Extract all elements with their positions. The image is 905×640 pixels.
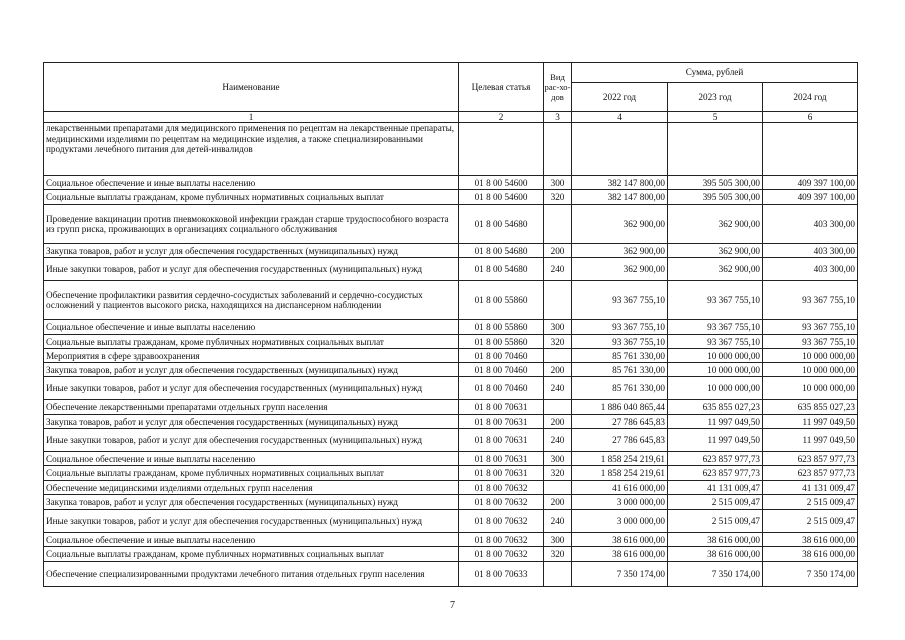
row-sum-2023: 395 505 300,00 bbox=[668, 190, 763, 205]
table-row bbox=[44, 533, 858, 547]
column-number: 4 bbox=[572, 112, 668, 123]
row-sum-2024: 10 000 000,00 bbox=[763, 363, 858, 377]
row-expense-type: 240 bbox=[544, 510, 572, 533]
row-expense-type bbox=[544, 123, 572, 176]
row-sum-2022: 3 000 000,00 bbox=[572, 510, 668, 533]
table-row bbox=[44, 281, 858, 320]
row-sum-2022: 85 761 330,00 bbox=[572, 377, 668, 400]
row-sum-2022: 41 616 000,00 bbox=[572, 481, 668, 495]
row-sum-2024: 635 855 027,23 bbox=[763, 400, 858, 415]
row-name: Обеспечение лекарственными препаратами отдельных групп населения bbox=[44, 400, 459, 415]
row-sum-2024: 403 300,00 bbox=[763, 258, 858, 281]
row-target-code: 01 8 00 70631 bbox=[459, 415, 544, 429]
row-sum-2022: 93 367 755,10 bbox=[572, 320, 668, 335]
row-expense-type: 200 bbox=[544, 244, 572, 258]
row-target-code: 01 8 00 55860 bbox=[459, 320, 544, 335]
row-expense-type: 300 bbox=[544, 176, 572, 190]
row-expense-type: 240 bbox=[544, 377, 572, 400]
row-expense-type bbox=[544, 205, 572, 244]
row-name: Иные закупки товаров, работ и услуг для обеспечения государственных (муниципальных) нужд bbox=[44, 429, 459, 452]
row-sum-2023: 41 131 009,47 bbox=[668, 481, 763, 495]
row-name: лекарственными препаратами для медицинского применения по рецептам на лекарственные препараты, медицинскими изделиями по рецептам на медицинские изделия, а также специализированными продуктами лечебного питания для детей-инвалидов bbox=[44, 123, 459, 176]
row-target-code: 01 8 00 70632 bbox=[459, 495, 544, 510]
header-target: Целевая статья bbox=[459, 63, 544, 112]
row-target-code: 01 8 00 54600 bbox=[459, 190, 544, 205]
row-name: Закупка товаров, работ и услуг для обеспечения государственных (муниципальных) нужд bbox=[44, 415, 459, 429]
row-expense-type: 300 bbox=[544, 452, 572, 466]
row-target-code: 01 8 00 70632 bbox=[459, 481, 544, 495]
row-expense-type: 300 bbox=[544, 533, 572, 547]
header-vr: Вид рас-хо-дов bbox=[544, 63, 572, 112]
row-target-code: 01 8 00 70631 bbox=[459, 466, 544, 481]
row-name: Социальное обеспечение и иные выплаты населению bbox=[44, 176, 459, 190]
row-name: Социальные выплаты гражданам, кроме публичных нормативных социальных выплат bbox=[44, 190, 459, 205]
table-row bbox=[44, 349, 858, 363]
row-sum-2022: 362 900,00 bbox=[572, 258, 668, 281]
row-sum-2024: 2 515 009,47 bbox=[763, 495, 858, 510]
row-expense-type: 200 bbox=[544, 495, 572, 510]
row-expense-type: 200 bbox=[544, 415, 572, 429]
budget-table bbox=[43, 62, 858, 587]
row-target-code: 01 8 00 70460 bbox=[459, 349, 544, 363]
row-name: Социальное обеспечение и иные выплаты населению bbox=[44, 452, 459, 466]
row-name: Обеспечение профилактики развития сердечно-сосудистых заболеваний и сердечно-сосудистых осложнений у пациентов высокого риска, находящихся на диспансерном наблюдении bbox=[44, 281, 459, 320]
table-row bbox=[44, 363, 858, 377]
row-sum-2024: 409 397 100,00 bbox=[763, 190, 858, 205]
row-name: Иные закупки товаров, работ и услуг для обеспечения государственных (муниципальных) нужд bbox=[44, 377, 459, 400]
row-sum-2022: 93 367 755,10 bbox=[572, 281, 668, 320]
row-name: Социальное обеспечение и иные выплаты населению bbox=[44, 320, 459, 335]
row-name: Социальные выплаты гражданам, кроме публичных нормативных социальных выплат bbox=[44, 547, 459, 562]
table-row bbox=[44, 466, 858, 481]
row-target-code: 01 8 00 55860 bbox=[459, 335, 544, 349]
table-row bbox=[44, 123, 858, 176]
row-sum-2023: 10 000 000,00 bbox=[668, 349, 763, 363]
row-expense-type bbox=[544, 349, 572, 363]
row-target-code: 01 8 00 54680 bbox=[459, 244, 544, 258]
column-number: 2 bbox=[459, 112, 544, 123]
row-sum-2023: 2 515 009,47 bbox=[668, 510, 763, 533]
column-number-row bbox=[44, 112, 858, 123]
row-sum-2024: 409 397 100,00 bbox=[763, 176, 858, 190]
row-sum-2023: 93 367 755,10 bbox=[668, 335, 763, 349]
header-sum: Сумма, рублей bbox=[572, 63, 858, 83]
row-name: Иные закупки товаров, работ и услуг для обеспечения государственных (муниципальных) нужд bbox=[44, 258, 459, 281]
row-sum-2024: 38 616 000,00 bbox=[763, 533, 858, 547]
row-expense-type: 320 bbox=[544, 335, 572, 349]
row-target-code: 01 8 00 70460 bbox=[459, 363, 544, 377]
row-sum-2022: 7 350 174,00 bbox=[572, 562, 668, 587]
table-row bbox=[44, 481, 858, 495]
row-sum-2024: 11 997 049,50 bbox=[763, 415, 858, 429]
row-sum-2023: 11 997 049,50 bbox=[668, 429, 763, 452]
table-row bbox=[44, 320, 858, 335]
table-row bbox=[44, 258, 858, 281]
row-expense-type: 320 bbox=[544, 547, 572, 562]
table-row bbox=[44, 510, 858, 533]
row-sum-2022: 27 786 645,83 bbox=[572, 429, 668, 452]
row-sum-2023: 2 515 009,47 bbox=[668, 495, 763, 510]
row-sum-2022: 382 147 800,00 bbox=[572, 190, 668, 205]
row-sum-2023: 635 855 027,23 bbox=[668, 400, 763, 415]
row-sum-2022: 362 900,00 bbox=[572, 205, 668, 244]
row-sum-2023: 11 997 049,50 bbox=[668, 415, 763, 429]
row-sum-2022: 3 000 000,00 bbox=[572, 495, 668, 510]
row-sum-2024: 11 997 049,50 bbox=[763, 429, 858, 452]
row-name: Проведение вакцинации против пневмококковой инфекции граждан старше трудоспособного возраста из групп риска, проживающих в организациях социального обслуживания bbox=[44, 205, 459, 244]
row-expense-type bbox=[544, 481, 572, 495]
header-row bbox=[44, 63, 858, 83]
header-name: Наименование bbox=[44, 63, 459, 112]
page-number: 7 bbox=[450, 600, 455, 611]
table-row bbox=[44, 429, 858, 452]
row-name: Социальное обеспечение и иные выплаты населению bbox=[44, 533, 459, 547]
row-sum-2024: 623 857 977,73 bbox=[763, 452, 858, 466]
row-name: Закупка товаров, работ и услуг для обеспечения государственных (муниципальных) нужд bbox=[44, 495, 459, 510]
row-sum-2023: 395 505 300,00 bbox=[668, 176, 763, 190]
table-row bbox=[44, 495, 858, 510]
row-expense-type: 320 bbox=[544, 466, 572, 481]
row-sum-2022: 38 616 000,00 bbox=[572, 547, 668, 562]
row-name: Иные закупки товаров, работ и услуг для обеспечения государственных (муниципальных) нужд bbox=[44, 510, 459, 533]
row-target-code: 01 8 00 70631 bbox=[459, 400, 544, 415]
row-sum-2023: 362 900,00 bbox=[668, 258, 763, 281]
row-sum-2022: 38 616 000,00 bbox=[572, 533, 668, 547]
row-sum-2022: 382 147 800,00 bbox=[572, 176, 668, 190]
row-sum-2023: 38 616 000,00 bbox=[668, 533, 763, 547]
row-target-code: 01 8 00 70632 bbox=[459, 533, 544, 547]
table-row bbox=[44, 244, 858, 258]
row-sum-2024: 93 367 755,10 bbox=[763, 320, 858, 335]
row-sum-2024 bbox=[763, 123, 858, 176]
table-row bbox=[44, 176, 858, 190]
row-sum-2022: 1 886 040 865,44 bbox=[572, 400, 668, 415]
row-expense-type: 300 bbox=[544, 320, 572, 335]
row-sum-2022: 362 900,00 bbox=[572, 244, 668, 258]
header-year-2024: 2024 год bbox=[763, 83, 858, 112]
row-name: Мероприятия в сфере здравоохранения bbox=[44, 349, 459, 363]
row-sum-2023: 10 000 000,00 bbox=[668, 377, 763, 400]
row-sum-2023: 362 900,00 bbox=[668, 205, 763, 244]
row-expense-type: 200 bbox=[544, 363, 572, 377]
row-sum-2023: 7 350 174,00 bbox=[668, 562, 763, 587]
row-sum-2023: 93 367 755,10 bbox=[668, 281, 763, 320]
row-expense-type: 240 bbox=[544, 429, 572, 452]
header-year-2023: 2023 год bbox=[668, 83, 763, 112]
row-sum-2023: 10 000 000,00 bbox=[668, 363, 763, 377]
row-sum-2023: 93 367 755,10 bbox=[668, 320, 763, 335]
table-row bbox=[44, 335, 858, 349]
row-sum-2024: 7 350 174,00 bbox=[763, 562, 858, 587]
column-number: 3 bbox=[544, 112, 572, 123]
row-sum-2024: 2 515 009,47 bbox=[763, 510, 858, 533]
column-number: 5 bbox=[668, 112, 763, 123]
row-name: Обеспечение специализированными продуктами лечебного питания отдельных групп населения bbox=[44, 562, 459, 587]
table-row bbox=[44, 452, 858, 466]
row-expense-type: 240 bbox=[544, 258, 572, 281]
header-year-2022: 2022 год bbox=[572, 83, 668, 112]
table-row bbox=[44, 547, 858, 562]
row-target-code: 01 8 00 70631 bbox=[459, 429, 544, 452]
row-name: Закупка товаров, работ и услуг для обеспечения государственных (муниципальных) нужд bbox=[44, 244, 459, 258]
row-sum-2024: 10 000 000,00 bbox=[763, 349, 858, 363]
row-expense-type bbox=[544, 562, 572, 587]
row-sum-2022: 85 761 330,00 bbox=[572, 363, 668, 377]
row-sum-2024: 93 367 755,10 bbox=[763, 335, 858, 349]
row-target-code: 01 8 00 55860 bbox=[459, 281, 544, 320]
row-sum-2022: 27 786 645,83 bbox=[572, 415, 668, 429]
table-row bbox=[44, 190, 858, 205]
row-target-code: 01 8 00 54600 bbox=[459, 176, 544, 190]
row-target-code: 01 8 00 70633 bbox=[459, 562, 544, 587]
row-sum-2024: 623 857 977,73 bbox=[763, 466, 858, 481]
table-row bbox=[44, 205, 858, 244]
row-sum-2024: 93 367 755,10 bbox=[763, 281, 858, 320]
row-sum-2023: 38 616 000,00 bbox=[668, 547, 763, 562]
table-row bbox=[44, 415, 858, 429]
row-sum-2022: 93 367 755,10 bbox=[572, 335, 668, 349]
row-sum-2022: 1 858 254 219,61 bbox=[572, 452, 668, 466]
row-sum-2022: 1 858 254 219,61 bbox=[572, 466, 668, 481]
row-sum-2022 bbox=[572, 123, 668, 176]
row-name: Социальные выплаты гражданам, кроме публичных нормативных социальных выплат bbox=[44, 466, 459, 481]
row-target-code: 01 8 00 70460 bbox=[459, 377, 544, 400]
row-sum-2024: 38 616 000,00 bbox=[763, 547, 858, 562]
row-name: Закупка товаров, работ и услуг для обеспечения государственных (муниципальных) нужд bbox=[44, 363, 459, 377]
row-sum-2023: 362 900,00 bbox=[668, 244, 763, 258]
row-expense-type bbox=[544, 400, 572, 415]
row-target-code: 01 8 00 70632 bbox=[459, 510, 544, 533]
row-target-code: 01 8 00 70632 bbox=[459, 547, 544, 562]
row-expense-type bbox=[544, 281, 572, 320]
row-target-code: 01 8 00 54680 bbox=[459, 205, 544, 244]
table-row bbox=[44, 400, 858, 415]
column-number: 6 bbox=[763, 112, 858, 123]
row-sum-2024: 403 300,00 bbox=[763, 205, 858, 244]
row-name: Обеспечение медицинскими изделиями отдельных групп населения bbox=[44, 481, 459, 495]
table-row bbox=[44, 377, 858, 400]
row-sum-2024: 403 300,00 bbox=[763, 244, 858, 258]
row-target-code: 01 8 00 54680 bbox=[459, 258, 544, 281]
row-target-code bbox=[459, 123, 544, 176]
row-sum-2023 bbox=[668, 123, 763, 176]
column-number: 1 bbox=[44, 112, 459, 123]
row-name: Социальные выплаты гражданам, кроме публичных нормативных социальных выплат bbox=[44, 335, 459, 349]
row-sum-2024: 10 000 000,00 bbox=[763, 377, 858, 400]
row-sum-2023: 623 857 977,73 bbox=[668, 466, 763, 481]
row-expense-type: 320 bbox=[544, 190, 572, 205]
row-sum-2023: 623 857 977,73 bbox=[668, 452, 763, 466]
row-sum-2022: 85 761 330,00 bbox=[572, 349, 668, 363]
table-row bbox=[44, 562, 858, 587]
row-target-code: 01 8 00 70631 bbox=[459, 452, 544, 466]
row-sum-2024: 41 131 009,47 bbox=[763, 481, 858, 495]
